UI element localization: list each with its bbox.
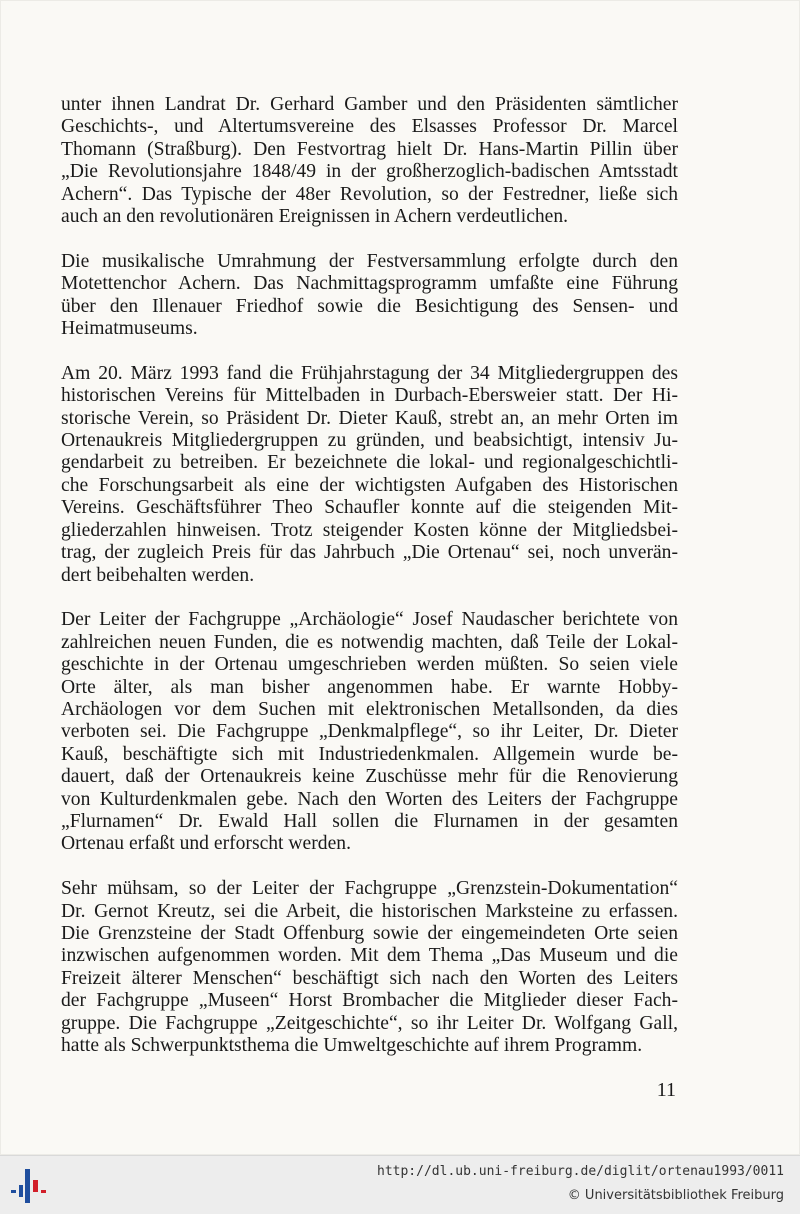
text-line: historischen Vereins für Mittelbaden in Durbach-Ebersweier statt. Der Hi- [61,385,678,407]
text-line: Die musikalische Umrahmung der Festversammlung erfolgte durch den [61,250,678,272]
body-text [61,94,678,1080]
text-line: zahlreichen neuen Funden, die es notwendig machten, daß Teile der Lokal- [61,631,678,653]
text-line: Sehr mühsam, so der Leiter der Fachgruppe „Grenzstein-Dokumentation“ [61,878,678,900]
text-line: che Forschungsarbeit als eine der wichtigsten Aufgaben des Historischen [61,474,678,496]
text-line: gliederzahlen hinweisen. Trotz steigender Kosten könne der Mitgliedsbei- [61,519,678,541]
text-line: Geschichts-, und Altertumsvereine des Elsasses Professor Dr. Marcel [61,116,678,138]
document-url-link[interactable]: http://dl.ub.uni-freiburg.de/diglit/ortenau1993/0011 [377,1164,784,1179]
paragraph [61,94,678,228]
text-line: Freizeit älterer Menschen“ beschäftigt sich nach den Worten des Leiters [61,967,678,989]
page-number: 11 [656,1079,676,1101]
text-line: der Fachgruppe „Museen“ Horst Brombacher die Mitglieder dieser Fach- [61,990,678,1012]
text-line: Archäologen vor dem Suchen mit elektronischen Metallsonden, da dies [61,698,678,720]
text-line: „Flurnamen“ Dr. Ewald Hall sollen die Flurnamen in der gesamten [61,810,678,832]
text-line: inzwischen aufgenommen worden. Mit dem Thema „Das Museum und die [61,945,678,967]
text-line: Thomann (Straßburg). Den Festvortrag hielt Dr. Hans-Martin Pillin über [61,138,678,160]
paragraph [61,251,678,341]
text-line: Orte älter, als man bisher angenommen habe. Er warnte Hobby- [61,676,678,698]
text-line: auch an den revolutionären Ereignissen in Achern verdeutlichen. [61,206,569,228]
text-line: Heimatmuseums. [61,318,198,340]
text-line: Die Grenzsteine der Stadt Offenburg sowie der eingemeindeten Orte seien [61,922,678,944]
text-line: Ortenau erfaßt und erforscht werden. [61,833,351,855]
text-line: storische Verein, so Präsident Dr. Dieter Kauß, strebt an, an mehr Orten im [61,407,678,429]
text-line: dert beibehalten werden. [61,564,255,586]
text-line: verboten sei. Die Fachgruppe „Denkmalpflege“, so ihr Leiter, Dr. Dieter [61,721,678,743]
paragraph [61,609,678,855]
text-line: Der Leiter der Fachgruppe „Archäologie“ Josef Naudascher berichtete von [61,609,678,631]
viewer-footer [0,1155,800,1214]
text-line: geschichte in der Ortenau umgeschrieben werden müßten. So seien viele [61,654,678,676]
copyright-notice: © Universitätsbibliothek Freiburg [567,1188,784,1203]
paragraph [61,363,678,587]
text-line: über den Illenauer Friedhof sowie die Besichtigung des Sensen- und [61,295,678,317]
text-line: von Kulturdenkmalen gebe. Nach den Worten des Leiters der Fachgruppe [61,788,678,810]
ub-freiburg-logo-icon[interactable] [10,1166,50,1206]
text-line: Motettenchor Achern. Das Nachmittagsprogramm umfaßte eine Führung [61,273,678,295]
text-line: Vereins. Geschäftsführer Theo Schaufler konnte auf die steigenden Mit- [61,497,678,519]
paragraph [61,878,678,1057]
text-line: trag, der zugleich Preis für das Jahrbuch „Die Ortenau“ sei, noch unverän- [61,542,678,564]
text-line: gendarbeit zu betreiben. Er bezeichnete die lokal- und regionalgeschichtli- [61,452,678,474]
text-line: Kauß, beschäftigte sich mit Industriedenkmalen. Allgemein wurde be- [61,743,678,765]
text-line: unter ihnen Landrat Dr. Gerhard Gamber und den Präsidenten sämtlicher [61,94,678,115]
text-line: Am 20. März 1993 fand die Frühjahrstagung der 34 Mitgliedergruppen des [61,362,678,384]
text-line: „Die Revolutionsjahre 1848/49 in der großherzoglich-badischen Amtsstadt [61,161,678,183]
text-line: Achern“. Das Typische der 48er Revolution, so der Festredner, ließe sich [61,183,678,205]
text-line: gruppe. Die Fachgruppe „Zeitgeschichte“, so ihr Leiter Dr. Wolfgang Gall, [61,1012,678,1034]
text-line: Dr. Gernot Kreutz, sei die Arbeit, die historischen Marksteine zu erfassen. [61,900,678,922]
text-line: Ortenaukreis Mitgliedergruppen zu gründen, und beabsichtigt, intensiv Ju- [61,430,678,452]
text-line: dauert, daß der Ortenaukreis keine Zuschüsse mehr für die Renovierung [61,766,678,788]
text-line: hatte als Schwerpunktsthema die Umweltgeschichte auf ihrem Programm. [61,1035,643,1056]
